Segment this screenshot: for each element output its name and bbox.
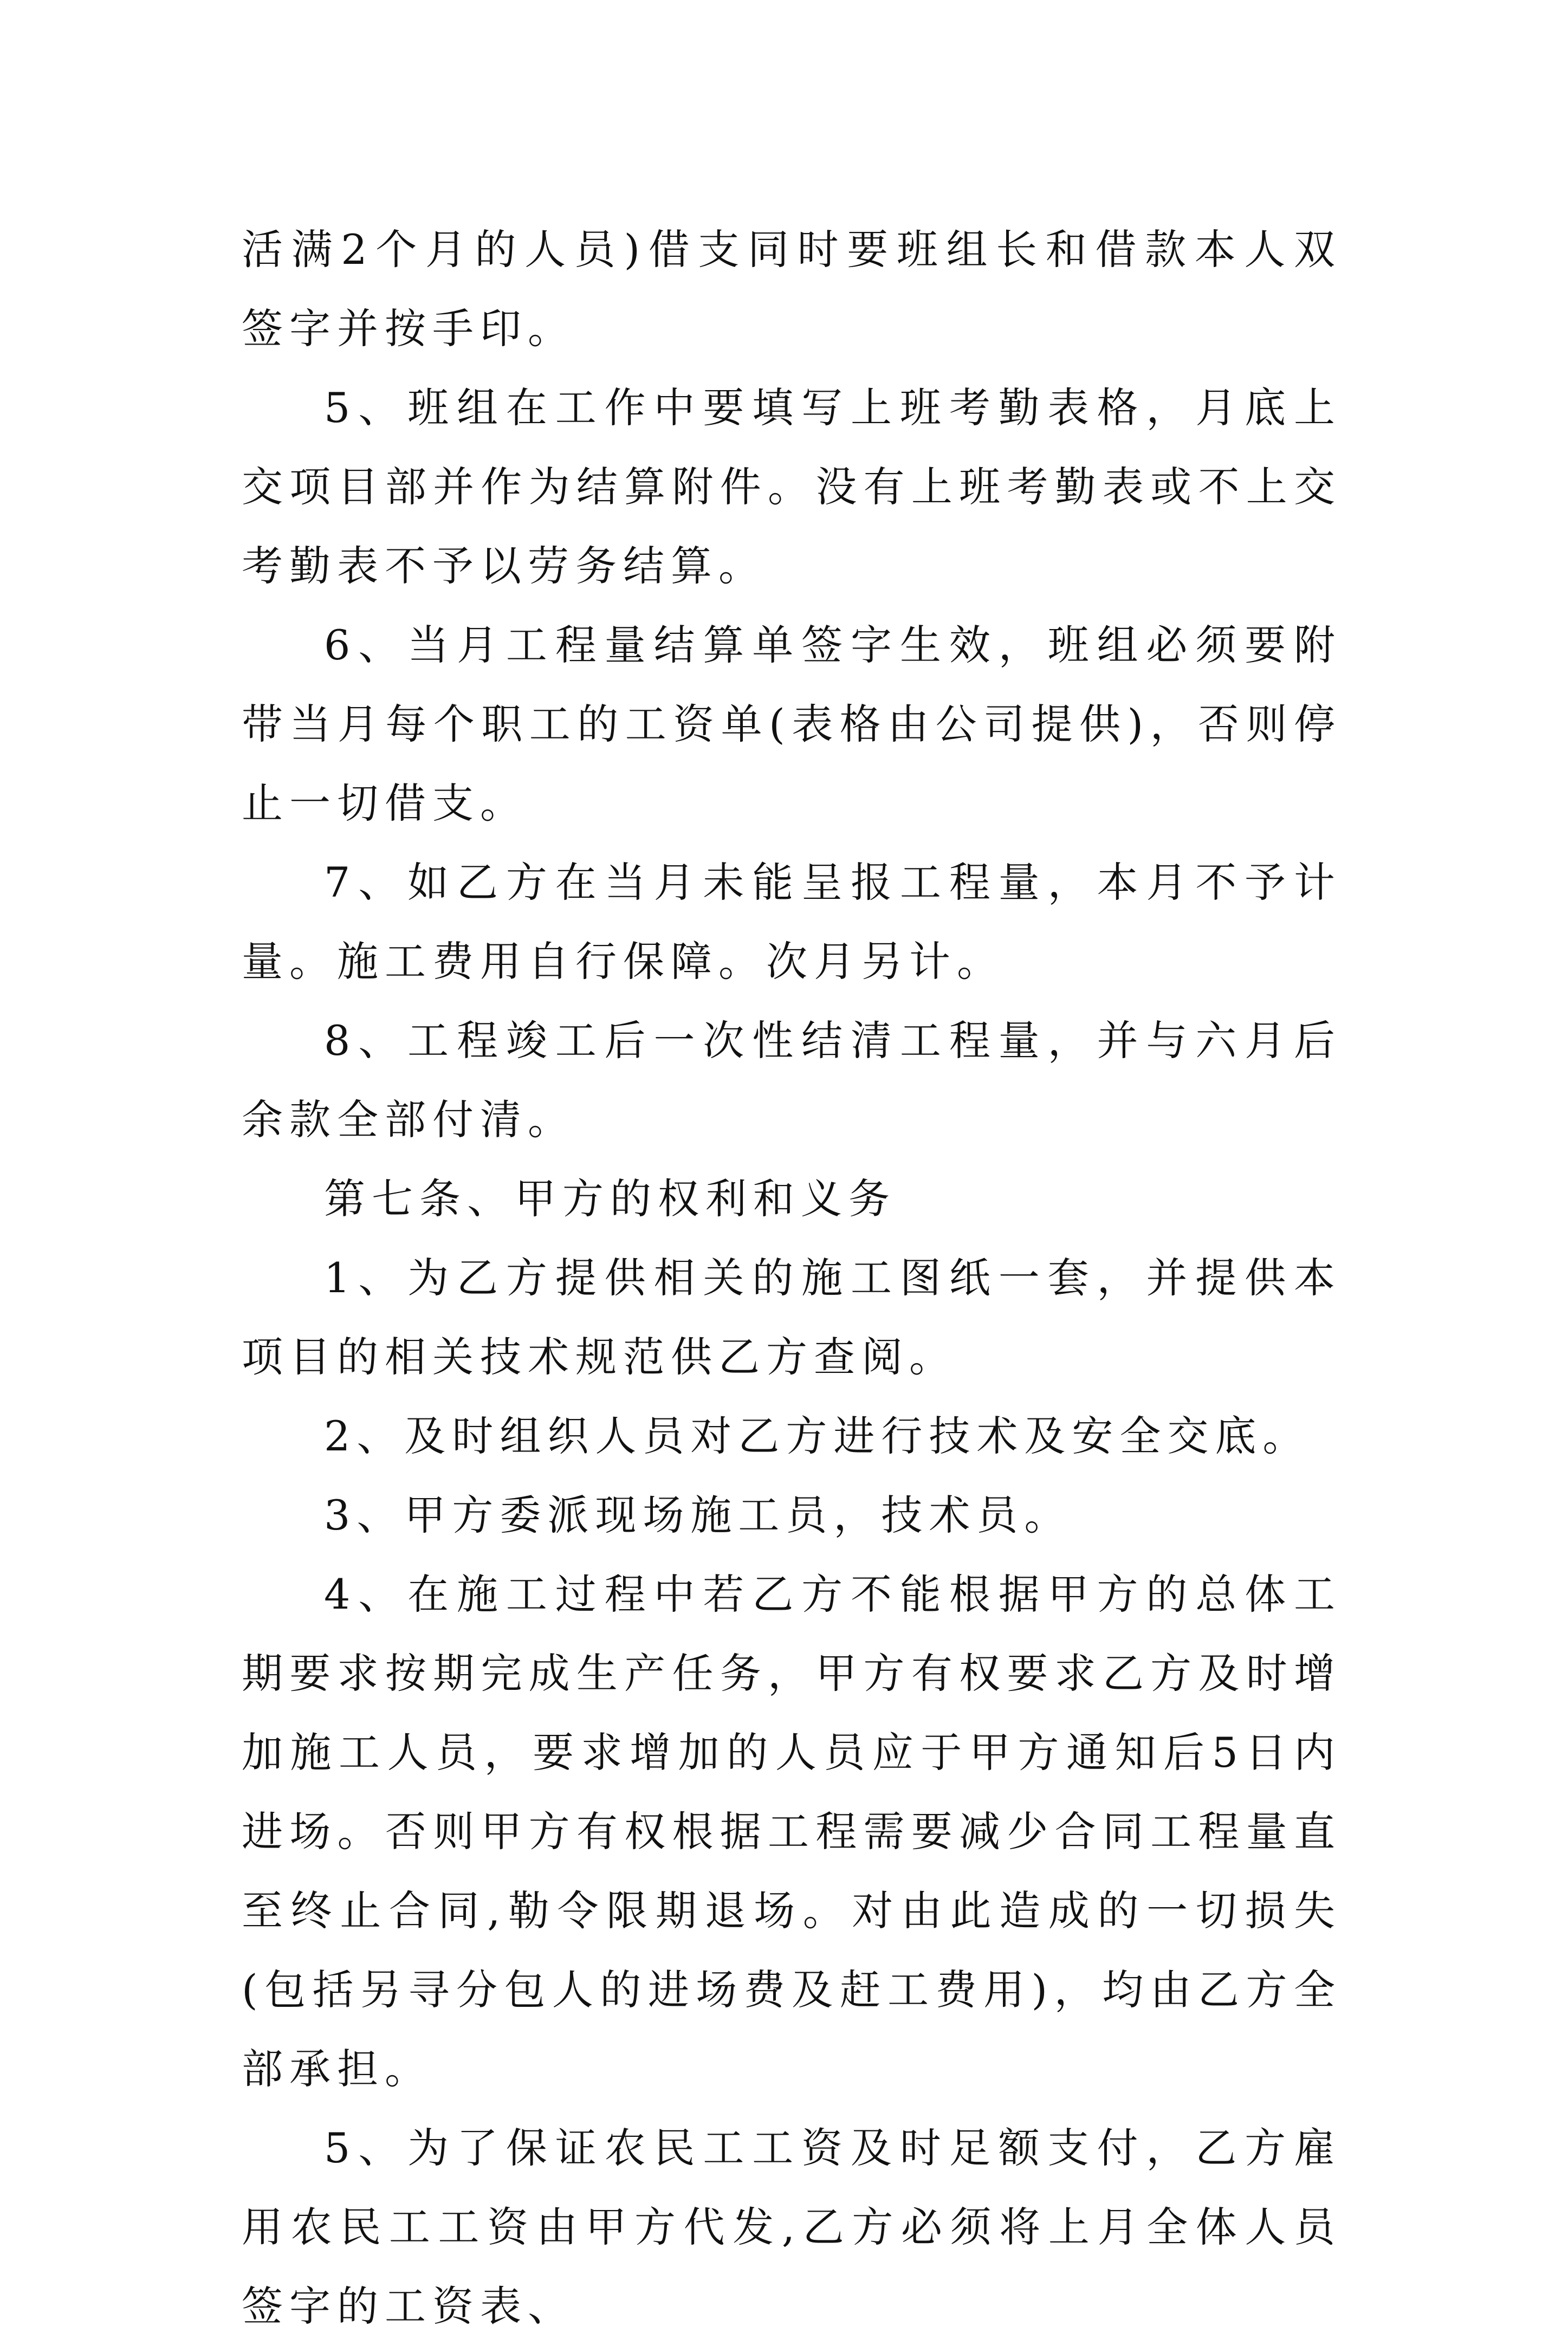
paragraph: 3、甲方委派现场施工员，技术员。 — [324, 1491, 1072, 1539]
paragraph: 1、为乙方提供相关的施工图纸一套，并提供本项目的相关技术规范供乙方查阅。 — [242, 1254, 1342, 1381]
paragraph: 2、及时组织人员对乙方进行技术及安全交底。 — [324, 1412, 1311, 1460]
paragraph: 7、如乙方在当月未能呈报工程量，本月不予计量。施工费用自行保障。次月另计。 — [242, 858, 1342, 986]
paragraph: 6、当月工程量结算单签字生效，班组必须要附带当月每个职工的工资单(表格由公司提供)，否则停止一切借支。 — [242, 621, 1342, 827]
paragraph: 5、班组在工作中要填写上班考勤表格，月底上交项目部并作为结算附件。没有上班考勤表或不上交考勤表不予以劳务结算。 — [242, 384, 1342, 590]
paragraph: 5、为了保证农民工工资及时足额支付，乙方雇用农民工工资由甲方代发,乙方必须将上月全体人员签字的工资表、 — [242, 2124, 1342, 2330]
paragraph: 4、在施工过程中若乙方不能根据甲方的总体工期要求按期完成生产任务，甲方有权要求乙方及时增加施工人员，要求增加的人员应于甲方通知后5日内进场。否则甲方有权根据工程需要减少合同工程量直至终止合同,勒令限期退场。对由此造成的一切损失(包括另寻分包人的进场费及赶工费用)，均由乙方全部承担。 — [242, 1570, 1342, 2093]
paragraph: 8、工程竣工后一次性结清工程量，并与六月后余款全部付清。 — [242, 1016, 1342, 1144]
section-heading: 第七条、甲方的权利和义务 — [324, 1175, 896, 1223]
paragraph: 活满2个月的人员)借支同时要班组长和借款本人双签字并按手印。 — [242, 225, 1342, 353]
document-body — [242, 210, 1342, 2346]
